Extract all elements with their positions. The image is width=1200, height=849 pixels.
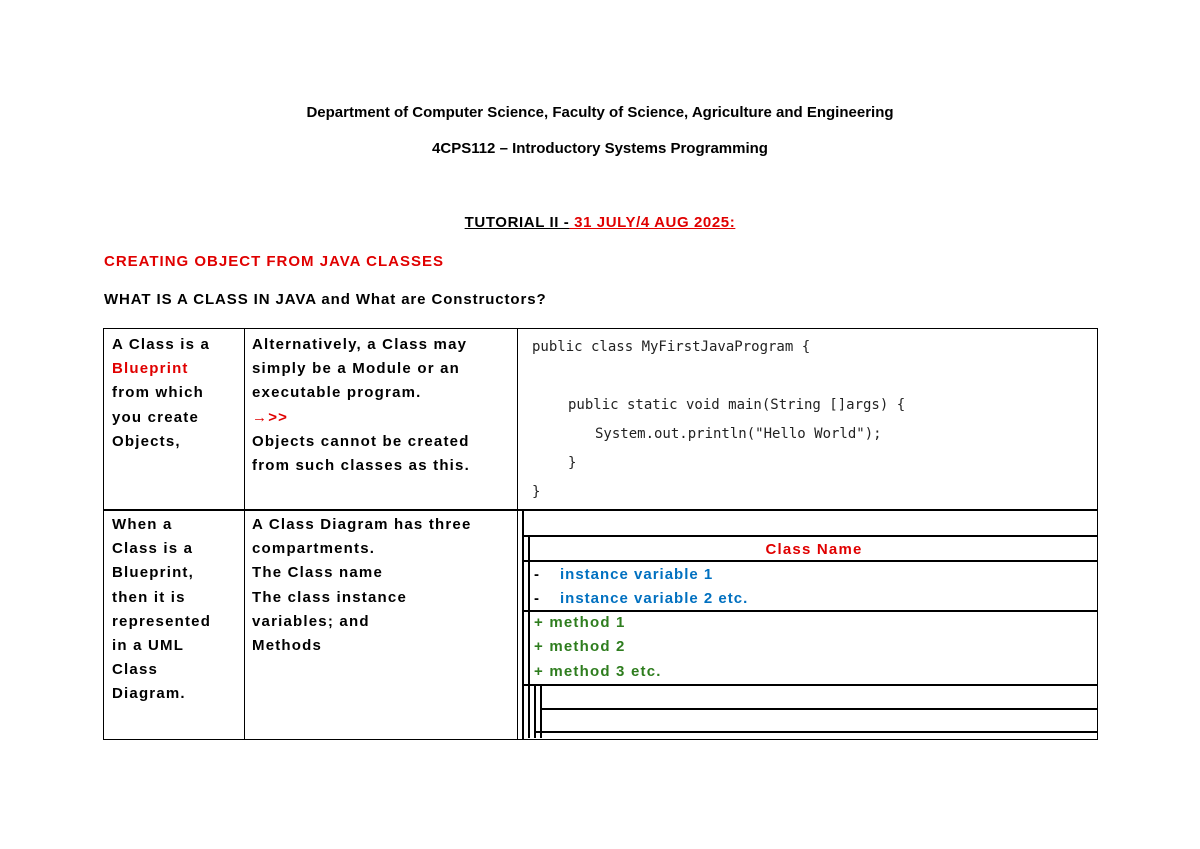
text-line: The Class name [252,564,384,582]
text-line: Diagram. [112,685,186,703]
arrow-marker: →>> [252,408,289,426]
module-explanation-text [252,333,512,478]
text-line: simply be a Module or an [252,360,461,378]
department-title: Department of Computer Science, Faculty of Science, Agriculture and Engineering [306,104,894,121]
column-divider [244,329,246,739]
text-line: compartments. [252,540,376,558]
uml-left-border [522,511,524,739]
text-line: Alternatively, a Class may [252,336,468,353]
uml-inner-border [528,536,530,738]
text-line: from which [112,384,205,402]
text-line: executable program. [252,384,422,402]
section-heading: CREATING OBJECT FROM JAVA CLASSES [104,253,444,270]
text-line: A Class Diagram has three [252,516,472,533]
uml-instance-variable [534,566,713,583]
text-line: Objects, [112,432,181,450]
uml-bottom-line [534,731,1097,733]
course-title: 4CPS112 – Introductory Systems Programming [432,140,768,157]
text-line: Blueprint, [112,564,194,582]
uml-method: + method 1 [534,614,626,631]
uml-instance-variable [534,590,748,607]
question-heading: WHAT IS A CLASS IN JAVA and What are Constructors? [104,291,547,308]
variable-name: instance variable 1 [560,566,714,583]
code-line: } [532,484,541,500]
content-table [103,328,1098,740]
private-marker: - [534,566,540,583]
text-line: Objects cannot be created [252,432,470,450]
text-line: A Class is a [112,336,211,353]
uml-extra-divider [540,708,1097,710]
text-line: then it is [112,588,186,606]
uml-name-divider [524,560,1097,562]
blueprint-highlight: Blueprint [112,360,189,378]
text-line: Class [112,661,159,679]
uml-class-name: Class Name [765,541,863,558]
text-line: The class instance [252,588,407,606]
text-line: from such classes as this. [252,457,470,475]
code-line: } [568,455,577,471]
uml-method: + method 3 etc. [534,663,662,680]
class-blueprint-text [112,333,237,454]
code-line: public class MyFirstJavaProgram { [532,339,811,355]
tutorial-title [0,214,1200,231]
code-line: System.out.println("Hello World"); [595,426,882,442]
uml-top-line [524,535,1097,537]
tutorial-dates: 31 JULY/4 AUG 2025: [569,214,736,231]
tutorial-label: TUTORIAL II - [464,214,570,231]
uml-intro-text [112,513,237,707]
row-divider [104,509,1097,511]
private-marker: - [534,590,540,607]
text-line: Methods [252,637,323,655]
column-divider [517,329,519,739]
text-line: you create [112,408,200,426]
uml-method: + method 2 [534,638,626,655]
uml-vars-divider [524,610,1097,612]
compartments-text [252,513,512,658]
code-line: public static void main(String []args) { [568,397,906,413]
text-line: in a UML [112,637,185,655]
text-line: represented [112,612,212,630]
text-line: Class is a [112,540,194,558]
uml-methods-divider [524,684,1097,686]
text-line: When a [112,516,173,533]
variable-name: instance variable 2 etc. [560,590,749,607]
text-line: variables; and [252,612,370,630]
